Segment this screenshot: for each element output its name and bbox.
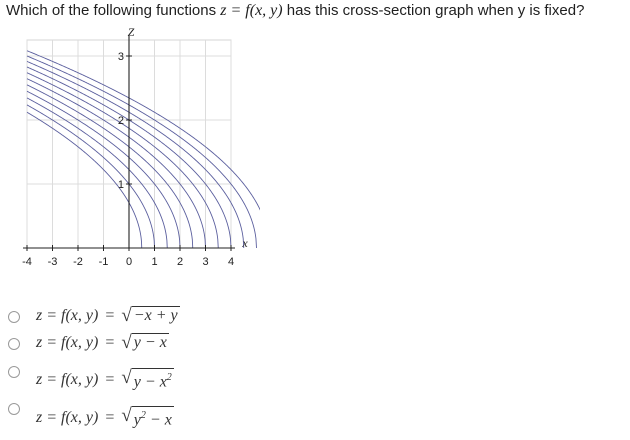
choice-3-radio[interactable] [8,366,20,378]
choice-2[interactable] [36,333,169,352]
choice-4-exponent: 2 [140,410,146,421]
choice-4-radicand-tail: − x [145,411,172,429]
choice-1[interactable] [36,306,180,325]
choice-4-eq: = [105,408,115,426]
choice-3-eq: = [105,370,115,388]
z-tick-label: 2 [117,115,124,127]
choice-2-radicand: y − x [133,334,167,351]
choice-3-sqrt: √ $y - x^2$ [121,367,172,391]
choice-1-sqrt: √ −x + y [121,305,178,326]
choice-4-lhs: z = f(x, y) [36,408,99,426]
choice-3-lhs: z = f(x, y) [36,370,99,388]
x-tick-label: 3 [202,256,209,268]
choice-4[interactable] [36,406,174,429]
x-tick-label: -3 [47,256,58,268]
x-tick-label: 1 [151,256,158,268]
x-tick-label: -4 [22,256,32,268]
choice-4-radio[interactable] [8,403,20,415]
choice-3[interactable] [36,368,174,391]
x-tick-label: -1 [98,256,109,268]
x-tick-label: 0 [125,256,133,268]
choice-1-radio[interactable] [8,311,20,323]
x-tick-label: -2 [73,256,83,268]
x-axis-label: x [242,236,248,250]
choice-1-lhs: z = f(x, y) [36,306,99,324]
question-suffix: has this cross-section graph when y is fixed? [282,2,585,19]
choice-3-exponent: 2 [166,372,172,383]
z-tick-label: 1 [117,179,124,191]
choice-1-eq: = [105,306,115,324]
choice-4-sqrt: √ $y^2 - x$ [121,405,172,429]
choice-3-radicand: y − x [133,373,167,391]
x-tick-label: 4 [227,256,235,268]
z-axis-label: Z [127,25,135,39]
choice-2-radio[interactable] [8,338,20,350]
choice-2-sqrt: √ y − x [121,332,167,353]
choice-4-radicand-base: y [133,411,141,429]
question-function: z = f(x, y) [220,2,283,19]
x-tick-label: 2 [176,256,184,268]
z-tick-label: 3 [117,51,124,63]
question-prefix: Which of the following functions [6,2,221,19]
choice-1-radicand: −x + y [133,307,178,324]
choice-2-eq: = [105,333,115,351]
choice-2-lhs: z = f(x, y) [36,333,99,351]
